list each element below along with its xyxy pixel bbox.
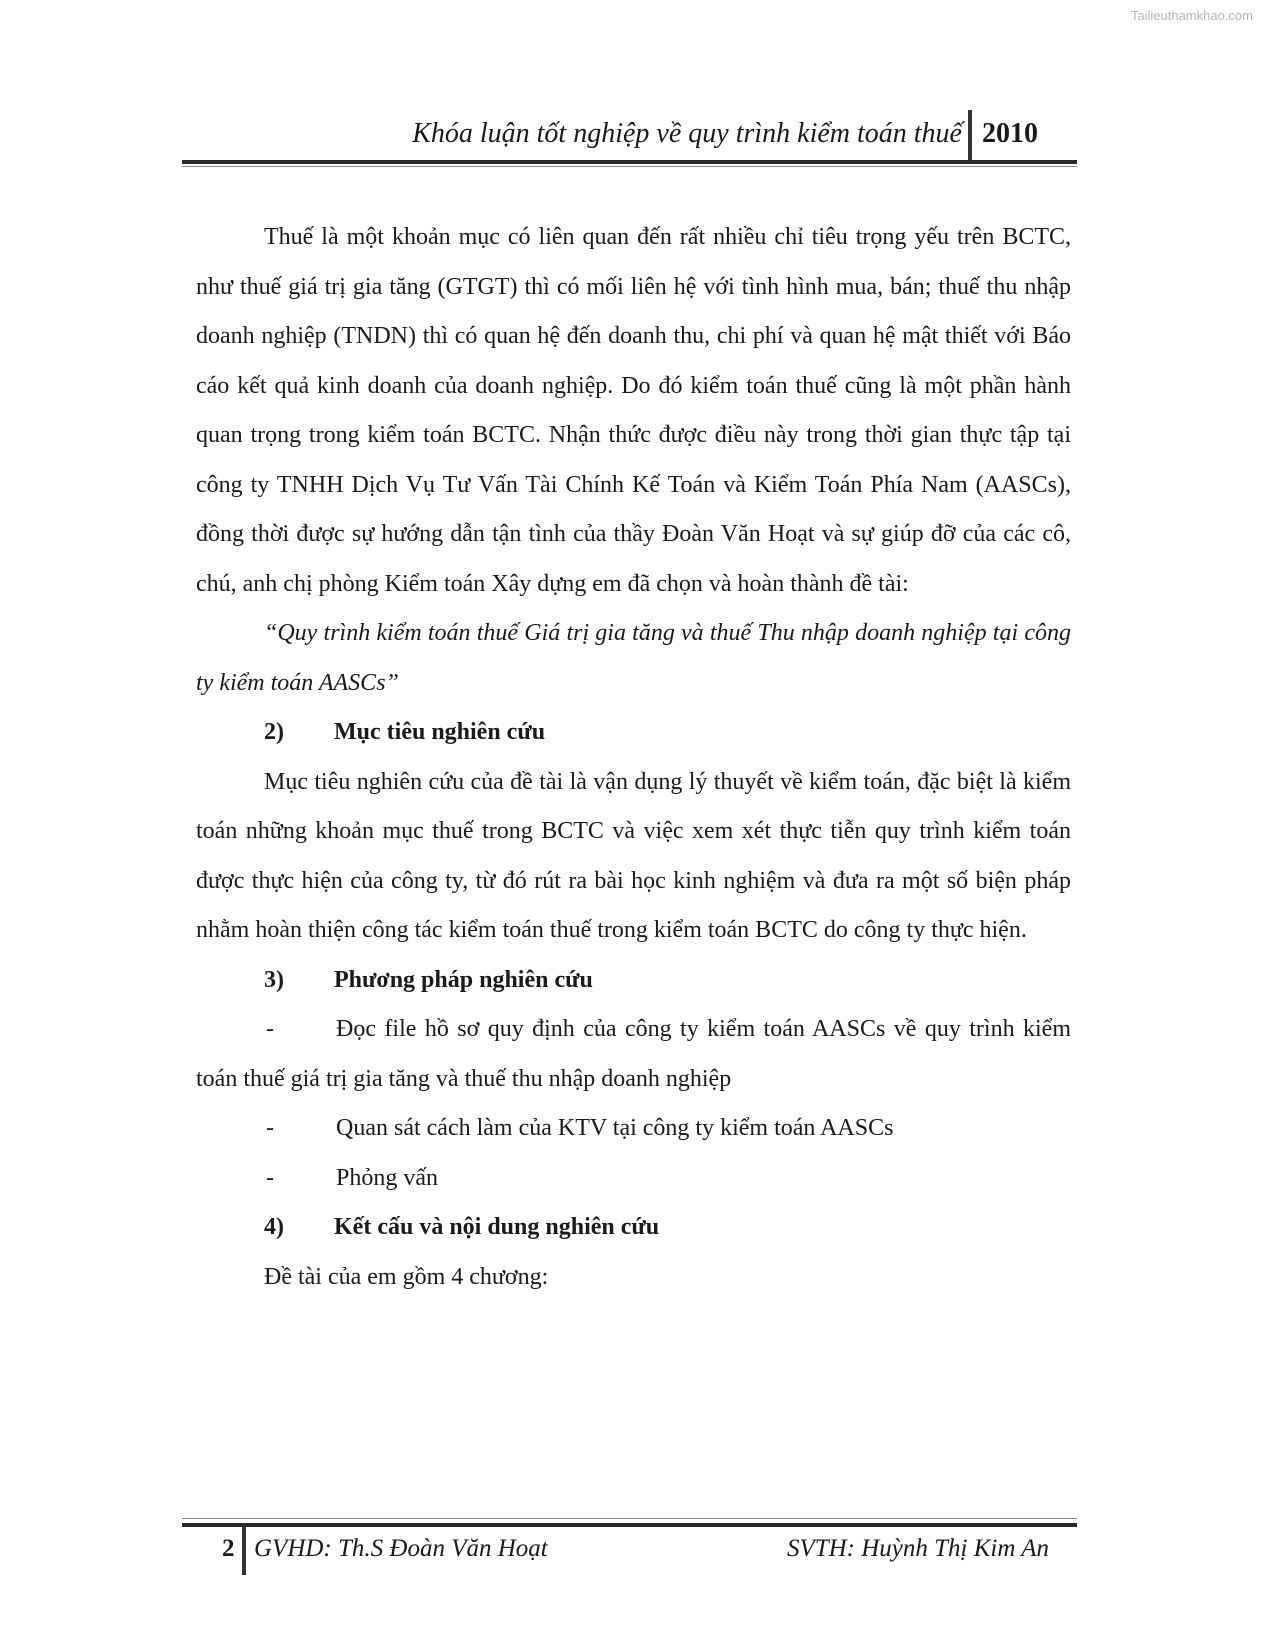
- section-heading-methods: [196, 956, 1071, 1006]
- method-bullet: [196, 1104, 1071, 1154]
- watermark-text: Tailieuthamkhao.com: [1130, 8, 1253, 23]
- footer-student: SVTH: Huỳnh Thị Kim An: [786, 1535, 1049, 1562]
- bullet-text: Phỏng vấn: [336, 1164, 438, 1191]
- bullet-text: Đọc file hồ sơ quy định của công ty kiểm toán AASCs về quy trình kiểm toán thuế giá trị gia tăng và thuế thu nhập doanh nghiệp: [196, 1016, 1071, 1092]
- footer-advisor: GVHD: Th.S Đoàn Văn Hoạt: [254, 1535, 548, 1562]
- section-heading-objectives: [196, 708, 1071, 758]
- page-header: [182, 110, 1077, 160]
- header-rule-thin: [182, 166, 1077, 167]
- page-content: [196, 213, 1071, 1302]
- section-number: 3): [264, 966, 284, 993]
- bullet-dash: -: [266, 1016, 274, 1042]
- footer-divider: [242, 1527, 246, 1575]
- page-footer: [182, 1527, 1077, 1577]
- bullet-text: Quan sát cách làm của KTV tại công ty kiểm toán AASCs: [336, 1115, 894, 1141]
- section-number: 2): [264, 719, 284, 745]
- section-title: Kết cấu và nội dung nghiên cứu: [334, 1214, 660, 1240]
- method-bullet: [196, 1154, 1071, 1204]
- footer-rule-thin: [182, 1518, 1077, 1519]
- objectives-paragraph: Mục tiêu nghiên cứu của đề tài là vận dụng lý thuyết về kiểm toán, đặc biệt là kiểm toán những khoản mục thuế trong BCTC và việc xem xét thực tiễn quy trình kiểm toán được thực hiện của công ty, từ đó rút ra bài học kinh nghiệm và đưa ra một số biện pháp nhằm hoàn thiện công tác kiểm toán thuế trong kiểm toán BCTC do công ty thực hiện.: [196, 768, 1071, 943]
- section-number: 4): [264, 1214, 284, 1240]
- section-heading-structure: [196, 1203, 1071, 1253]
- page-number: 2: [222, 1535, 235, 1562]
- header-divider: [968, 110, 972, 162]
- header-year: 2010: [982, 118, 1038, 149]
- topic-quote: “Quy trình kiểm toán thuế Giá trị gia tăng và thuế Thu nhập doanh nghiệp tại công ty kiểm toán AASCs”: [196, 620, 1071, 696]
- intro-paragraph: Thuế là một khoản mục có liên quan đến rất nhiều chỉ tiêu trọng yếu trên BCTC, như thuế giá trị gia tăng (GTGT) thì có mối liên hệ với tình hình mua, bán; thuế thu nhập doanh nghiệp (TNDN) thì có quan hệ đến doanh thu, chi phí và quan hệ mật thiết với Báo cáo kết quả kinh doanh của doanh nghiệp. Do đó kiểm toán thuế cũng là một phần hành quan trọng trong kiểm toán BCTC. Nhận thức được điều này trong thời gian thực tập tại công ty TNHH Dịch Vụ Tư Vấn Tài Chính Kế Toán và Kiểm Toán Phía Nam (AASCs), đồng thời được sự hướng dẫn tận tình của thầy Đoàn Văn Hoạt và sự giúp đỡ của các cô, chú, anh chị phòng Kiểm toán Xây dựng em đã chọn và hoàn thành đề tài:: [196, 224, 1071, 597]
- section-title: Mục tiêu nghiên cứu: [334, 719, 546, 745]
- bullet-dash: -: [266, 1115, 274, 1141]
- structure-paragraph: Đề tài của em gồm 4 chương:: [264, 1263, 549, 1290]
- bullet-dash: -: [266, 1164, 274, 1191]
- header-title: Khóa luận tốt nghiệp về quy trình kiểm toán thuế: [412, 118, 962, 149]
- method-bullet: [196, 1005, 1071, 1104]
- section-title: Phương pháp nghiên cứu: [334, 966, 593, 993]
- header-rule: [182, 160, 1077, 164]
